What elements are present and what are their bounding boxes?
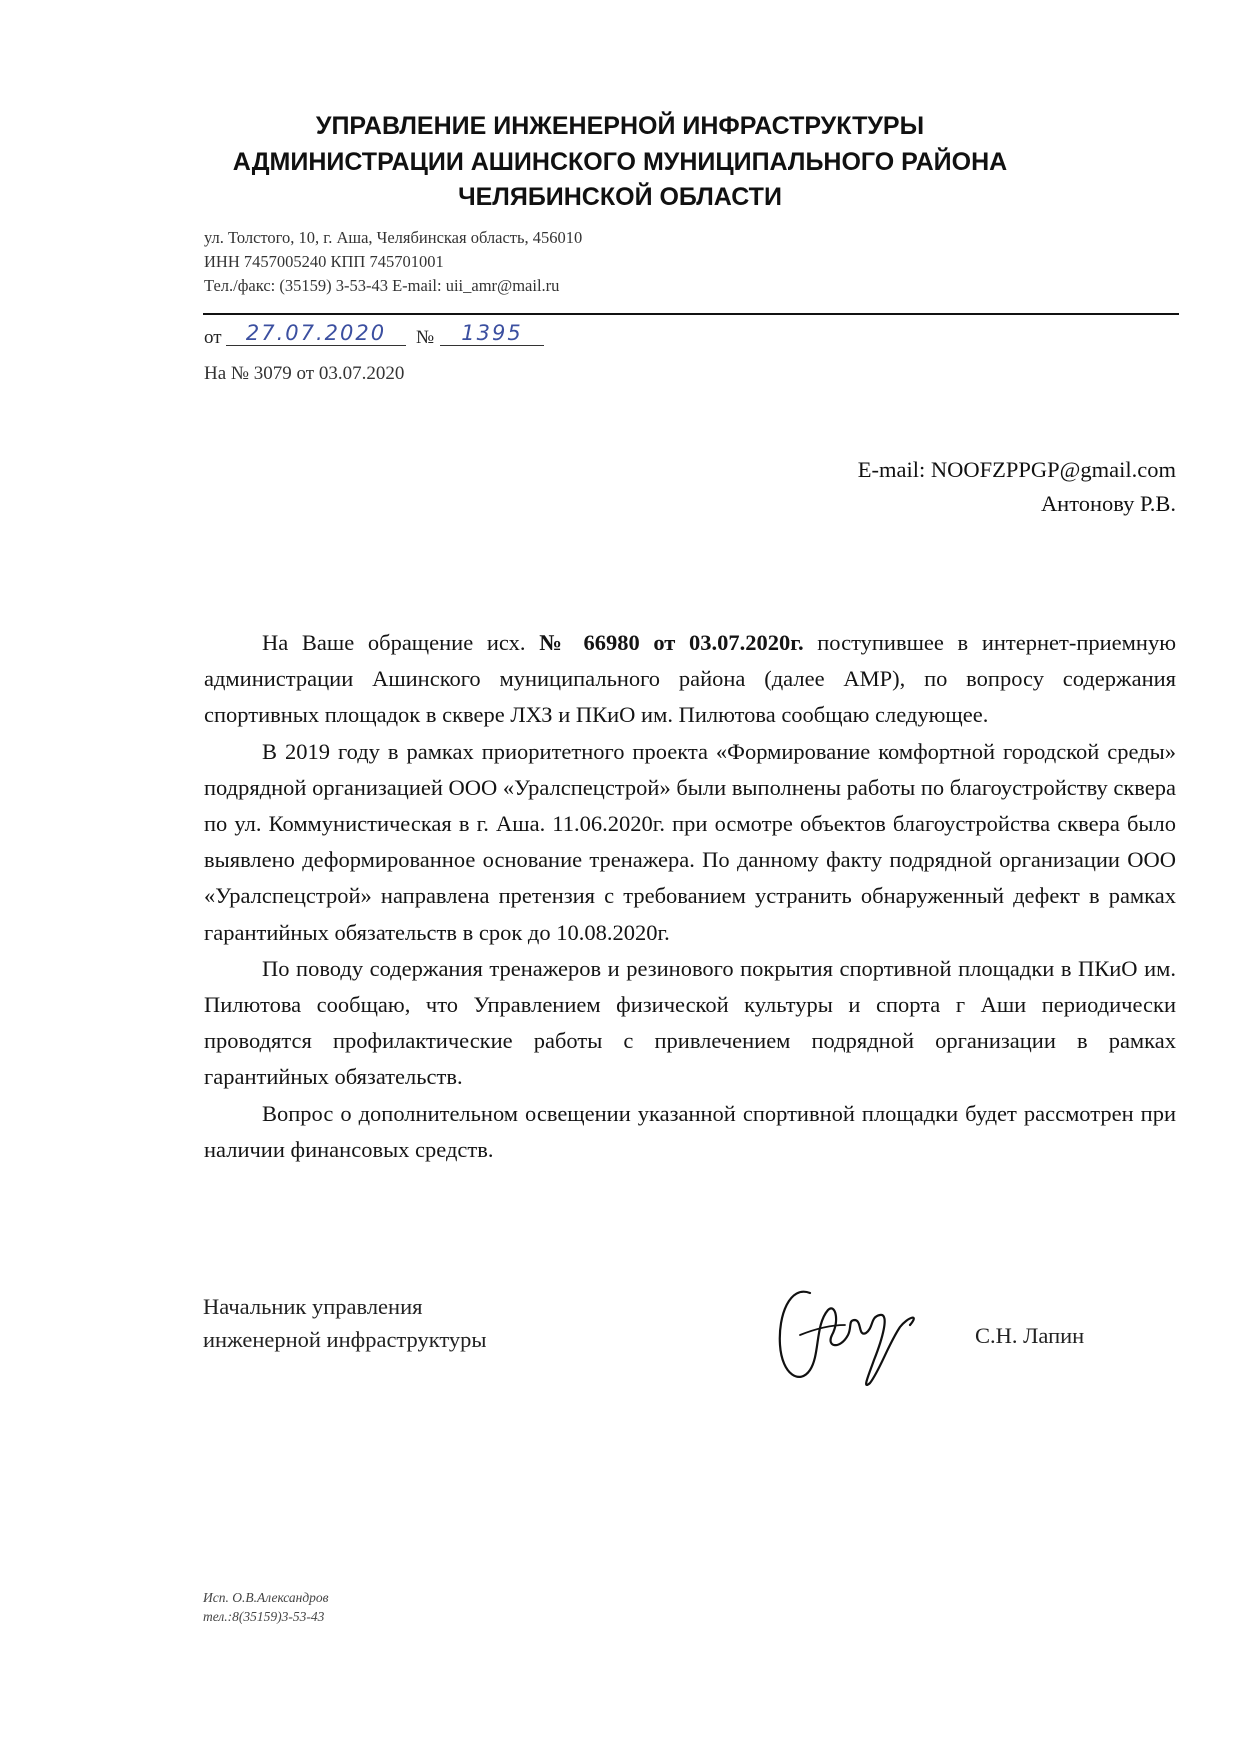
org-contacts: Тел./факс: (35159) 3-53-43 E-mail: uii_amr@mail.ru [204, 276, 560, 295]
signatory-position-line-2: инженерной инфраструктуры [203, 1327, 487, 1352]
request-number: № 66980 от 03.07.2020г. [539, 630, 804, 655]
registration-date: 27.07.2020 [226, 319, 406, 346]
paragraph-1: На Ваше обращение исх. № 66980 от 03.07.2020г. поступившее в интернет-приемную администрации Ашинского муниципального района (далее АМР), по вопросу содержания спортивных площадок в сквере ЛХЗ и ПКиО им. Пилютова сообщаю следующее. [204, 630, 1177, 728]
signatory-position [203, 1290, 487, 1356]
executor-info [203, 1588, 329, 1626]
signatory-name: С.Н. Лапин [975, 1323, 1085, 1348]
reference-line: На № 3079 от 03.07.2020 [204, 363, 405, 384]
paragraph-3: По поводу содержания тренажеров и резинового покрытия спортивной площадки в ПКиО им. Пилютова сообщаю, что Управлением физической культуры и спорта г Аши периодически проводятся профилактические работы с привлечением подрядной организации в рамках гарантийных обязательств. [204, 955, 1176, 1090]
paragraph-4: Вопрос о дополнительном освещении указанной спортивной площадки будет рассмотрен при наличии финансовых средств. [204, 1100, 1176, 1162]
addressee-email: E-mail: NOOFZPPGP@gmail.com [857, 457, 1176, 482]
handwritten-signature [770, 1265, 930, 1395]
signatory-position-line-1: Начальник управления [203, 1294, 423, 1319]
org-inn-kpp: ИНН 7457005240 КПП 745701001 [204, 252, 444, 271]
addressee-name: Антонову Р.В. [1040, 491, 1176, 516]
from-label: от [204, 327, 222, 348]
executor-name: Исп. О.В.Александров [203, 1590, 329, 1605]
org-title-line-2: АДМИНИСТРАЦИИ АШИНСКОГО МУНИЦИПАЛЬНОГО РАЙОНА [232, 148, 1008, 176]
org-address: ул. Толстого, 10, г. Аша, Челябинская область, 456010 [204, 228, 583, 247]
paragraph-2: В 2019 году в рамках приоритетного проекта «Формирование комфортной городской среды» подрядной организацией ООО «Уралспецстрой» были выполнены работы по благоустройству сквера по ул. Коммунистическая в г. Аша. 11.06.2020г. при осмотре объектов благоустройства сквера было выявлено деформированное основание тренажера. По данному факту подрядной организации ООО «Уралспецстрой» направлена претензия с требованием устранить обнаруженный дефект в рамках гарантийных обязательств в срок до 10.08.2020г. [204, 738, 1176, 945]
org-title-line-1: УПРАВЛЕНИЕ ИНЖЕНЕРНОЙ ИНФРАСТРУКТУРЫ [315, 112, 925, 140]
letter-body [204, 625, 1176, 1168]
registration-number: 1395 [440, 319, 544, 346]
number-label: № [416, 327, 435, 348]
header-divider [203, 313, 1179, 315]
org-title-line-3: ЧЕЛЯБИНСКОЙ ОБЛАСТИ [458, 183, 782, 211]
executor-phone: тел.:8(35159)3-53-43 [203, 1609, 325, 1624]
